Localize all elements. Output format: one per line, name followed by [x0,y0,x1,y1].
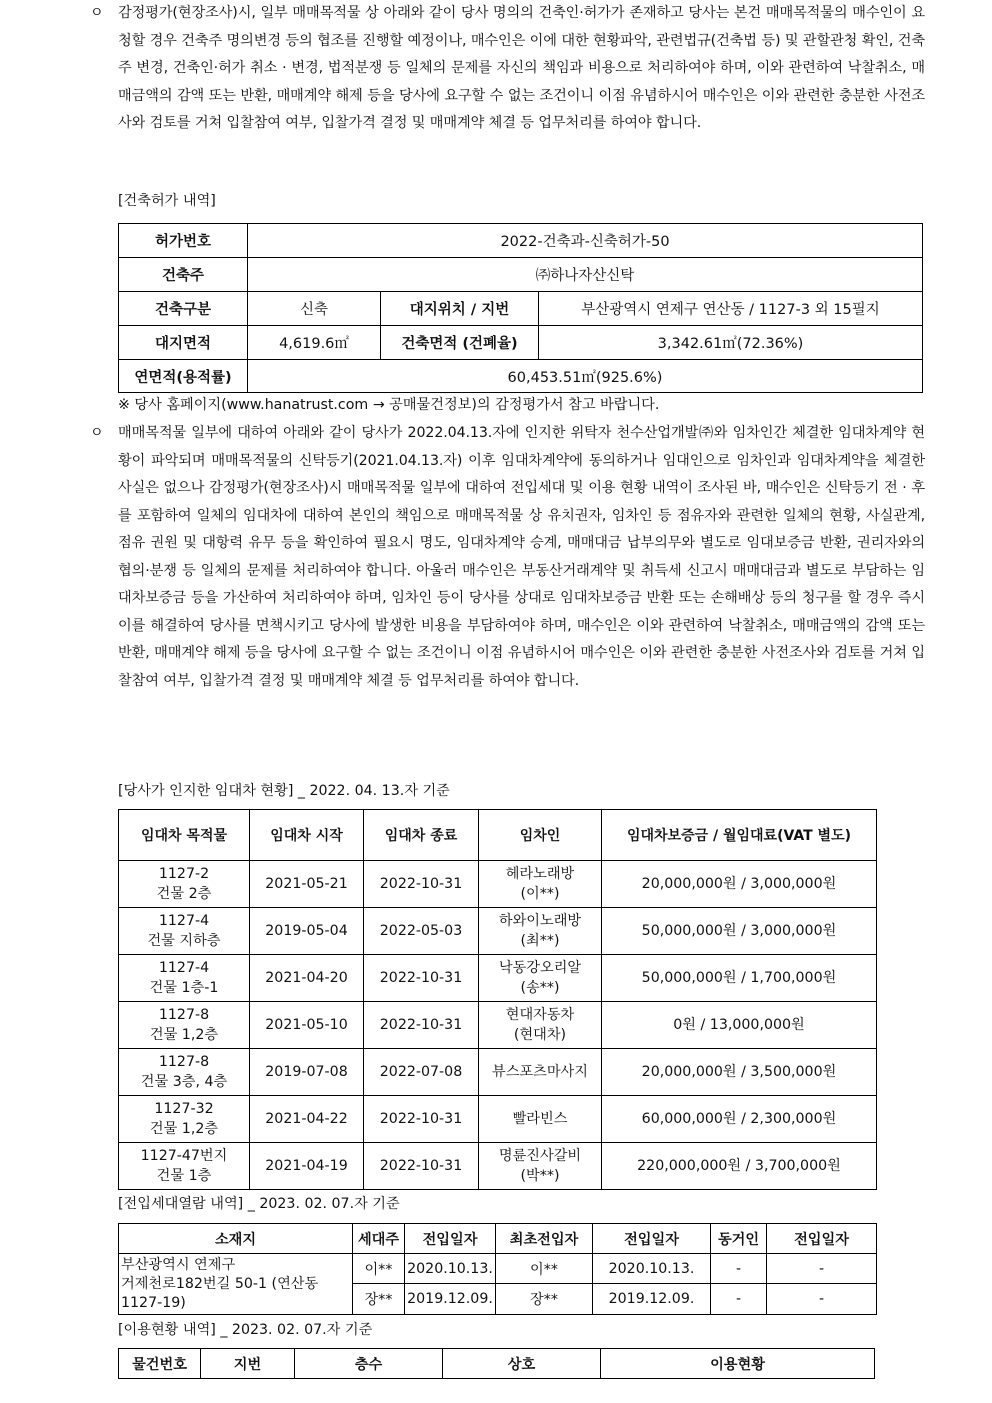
notice-paragraph-2 [90,420,925,695]
lease-start: 2019-07-08 [250,1049,364,1096]
first-resident: 장** [496,1284,593,1315]
tenant-rep: (이**) [520,886,560,902]
resident-header: 전입일자 [593,1224,711,1254]
floor-area-label: 연면적(용적률) [119,360,248,393]
residents-caption: [전입세대열람 내역] _ 2023. 02. 07.자 기준 [118,1196,400,1212]
lease-header: 임대차 시작 [250,810,364,861]
lease-start: 2021-04-20 [250,955,364,1002]
building-floor: 건물 3층, 4층 [140,1074,228,1090]
resident-header: 최초전입자 [496,1224,593,1254]
table-row [119,1254,877,1284]
usage-header: 이용현황 [601,1349,875,1379]
usage-header: 물건번호 [119,1349,201,1379]
building-floor: 건물 1,2층 [149,1027,219,1043]
first-resident: 이** [496,1254,593,1284]
paragraph-text: 감정평가(현장조사)시, 일부 매매목적물 상 아래와 같이 당사 명의의 건축인·허가가 존재하고 당사는 본건 매매목적물의 매수인이 요청할 경우 건축주 명의변경 등의 협조를 진행할 예정이나, 매수인은 이에 대한 현황파악, 관련법규(건축법 등) 및 관할관청 확인, 건축주 변경, 건축인·허가 취소 · 변경, 법적분쟁 등 일체의 문제를 자신의 책임과 비용으로 처리하여야 하며, 이와 관련하여 낙찰취소, 매매금액의 감액 또는 반환, 매매계약 해제 등을 당사에 요구할 수 없는 조건이니 이점 유념하시어 매수인은 이와 관련한 충분한 사전조사와 검토를 거쳐 입찰참여 여부, 입찰가격 결정 및 매매계약 체결 등 업무처리를 하여야 합니다. [118,5,925,131]
move-in-date: - [767,1284,877,1315]
notice-paragraph-1 [90,0,925,138]
permit-caption: [건축허가 내역] [118,193,216,209]
table-row [119,1049,877,1096]
resident-header: 동거인 [711,1224,767,1254]
lease-start: 2019-05-04 [250,908,364,955]
usage-header: 상호 [443,1349,601,1379]
floor-area-value: 60,453.51㎡(925.6%) [248,360,923,393]
type-label: 건축구분 [119,292,248,326]
cohabitant: - [711,1284,767,1315]
paragraph-text: 매매목적물 일부에 대하여 아래와 같이 당사가 2022.04.13.자에 인지한 위탁자 천수산업개발㈜와 임차인간 체결한 임대차계약 현황이 파악되며 매매목적물의 신탁등기(2021.04.13.자) 이후 임대차계약에 동의하거나 임대인으로 임차인과 임대차계약을 체결한 사실은 없으나 감정평가(현장조사)시 매매목적물 일부에 대하여 전입세대 및 이용 현황 내역이 조사된 바, 매수인은 신탁등기 전 · 후를 포함하여 일체의 임대차에 대하여 본인의 책임으로 매매목적물 상 유치권자, 임차인 등 점유자와 관련한 일체의 현황, 사실관계, 점유 권원 및 대항력 유무 등을 확인하여 필요시 명도, 임대차계약 승계, 매매대금 납부의무와 별도로 임대보증금 반환, 권리자와의 협의·분쟁 등 일체의 문제를 처리하여야 합니다. 아울러 매수인은 부동산거래계약 및 취득세 신고시 매매대금과 별도로 부담하는 임대차보증금 등을 가산하여 처리하여야 하며, 임차인 등이 당사를 상대로 임대차보증금 반환 또는 손해배상 등의 청구를 할 경우 즉시 이를 해결하여 당사를 면책시키고 당사에 발생한 비용을 부담하여야 하며, 매수인은 이와 관련하여 낙찰취소, 매매금액의 감액 또는 반환, 매매계약 해제 등을 당사에 요구할 수 없는 조건이니 이점 유념하시어 매수인은 이와 관련한 충분한 사전조사와 검토를 거쳐 입찰참여 여부, 입찰가격 결정 및 매매계약 체결 등 업무처리를 하여야 합니다. [118,425,925,689]
building-floor: 건물 2층 [156,886,212,902]
lease-end: 2022-07-08 [364,1049,479,1096]
address-line: 1127-19) [121,1294,186,1311]
tenant-name: 뷰스포츠마사지 [492,1064,588,1080]
tenant-name: 하와이노래방 [498,913,582,929]
resident-header: 세대주 [353,1224,405,1254]
location-label: 대지위치 / 지번 [381,292,539,326]
building-area-label: 건축면적 (건폐율) [381,326,539,360]
tenant-name: 명륜진사갈비 [498,1148,582,1164]
bullet: ㅇ [90,5,104,21]
deposit-rent: 50,000,000원 / 3,000,000원 [602,908,877,955]
table-row [119,1143,877,1190]
move-in-date: 2019.12.09. [405,1284,496,1315]
lease-start: 2021-04-19 [250,1143,364,1190]
move-in-date: 2020.10.13. [405,1254,496,1284]
lease-end: 2022-05-03 [364,908,479,955]
resident-header: 소재지 [119,1224,353,1254]
lot-number: 1127-4 [158,913,210,929]
tenant-rep: (박**) [520,1168,560,1184]
lease-header: 임대차 종료 [364,810,479,861]
lease-start: 2021-04-22 [250,1096,364,1143]
move-in-date: 2019.12.09. [593,1284,711,1315]
table-row [119,1002,877,1049]
move-in-date: 2020.10.13. [593,1254,711,1284]
permit-note: ※ 당사 홈페이지(www.hanatrust.com → 공매물건정보)의 감정평가서 참고 바랍니다. [118,397,660,413]
address-line: 거제천로182번길 50-1 (연산동 [121,1275,319,1292]
householder: 이** [353,1254,405,1284]
lot-number: 1127-2 [158,866,210,882]
table-row [119,955,877,1002]
lease-header: 임차인 [479,810,602,861]
lease-start: 2021-05-21 [250,861,364,908]
tenant-name: 낙동강오리알 [498,960,582,976]
owner-label: 건축주 [119,258,248,292]
lease-end: 2022-10-31 [364,1143,479,1190]
table-row [119,1096,877,1143]
tenant-rep: (현대차) [513,1027,567,1043]
permit-no-value: 2022-건축과-신축허가-50 [248,224,923,258]
deposit-rent: 220,000,000원 / 3,700,000원 [602,1143,877,1190]
resident-header: 전입일자 [767,1224,877,1254]
site-area-label: 대지면적 [119,326,248,360]
building-floor: 건물 1,2층 [149,1121,219,1137]
usage-header: 층수 [295,1349,443,1379]
resident-header: 전입일자 [405,1224,496,1254]
tenant-rep: (송**) [520,980,560,996]
lot-number: 1127-8 [158,1054,210,1070]
lease-end: 2022-10-31 [364,861,479,908]
lease-end: 2022-10-31 [364,1002,479,1049]
lease-start: 2021-05-10 [250,1002,364,1049]
owner-value: ㈜하나자산신탁 [248,258,923,292]
table-row [119,908,877,955]
usage-status-table [118,1348,875,1379]
tenant-name: 빨라빈스 [512,1111,568,1127]
building-floor: 건물 지하층 [147,933,221,949]
householder: 장** [353,1284,405,1315]
lot-number: 1127-47번지 [140,1148,228,1164]
building-area-value: 3,342.61㎡(72.36%) [539,326,923,360]
location-value: 부산광역시 연제구 연산동 / 1127-3 외 15필지 [539,292,923,326]
usage-header: 지번 [201,1349,295,1379]
bullet: ㅇ [90,425,104,441]
deposit-rent: 50,000,000원 / 1,700,000원 [602,955,877,1002]
lot-number: 1127-8 [158,1007,210,1023]
lease-end: 2022-10-31 [364,955,479,1002]
lease-header: 임대차 목적물 [119,810,250,861]
site-area-value: 4,619.6㎡ [248,326,381,360]
building-floor: 건물 1층 [156,1168,212,1184]
deposit-rent: 20,000,000원 / 3,500,000원 [602,1049,877,1096]
leases-caption: [당사가 인지한 임대차 현황] _ 2022. 04. 13.자 기준 [118,783,450,799]
lease-table [118,809,877,1190]
tenant-name: 현대자동차 [505,1007,575,1023]
tenant-name: 헤라노래방 [505,866,575,882]
move-in-date: - [767,1254,877,1284]
building-permit-table [118,223,923,393]
tenant-rep: (최**) [520,933,560,949]
deposit-rent: 0원 / 13,000,000원 [602,1002,877,1049]
cohabitant: - [711,1254,767,1284]
usage-caption: [이용현황 내역] _ 2023. 02. 07.자 기준 [118,1322,373,1338]
resident-registration-table [118,1223,877,1315]
type-value: 신축 [248,292,381,326]
lease-header: 임대차보증금 / 월임대료(VAT 별도) [602,810,877,861]
table-row [119,861,877,908]
building-floor: 건물 1층-1 [149,980,219,996]
lot-number: 1127-4 [158,960,210,976]
deposit-rent: 20,000,000원 / 3,000,000원 [602,861,877,908]
address-cell [119,1254,353,1315]
address-line: 부산광역시 연제구 [121,1256,236,1273]
lease-end: 2022-10-31 [364,1096,479,1143]
permit-no-label: 허가번호 [119,224,248,258]
deposit-rent: 60,000,000원 / 2,300,000원 [602,1096,877,1143]
lot-number: 1127-32 [154,1101,214,1117]
